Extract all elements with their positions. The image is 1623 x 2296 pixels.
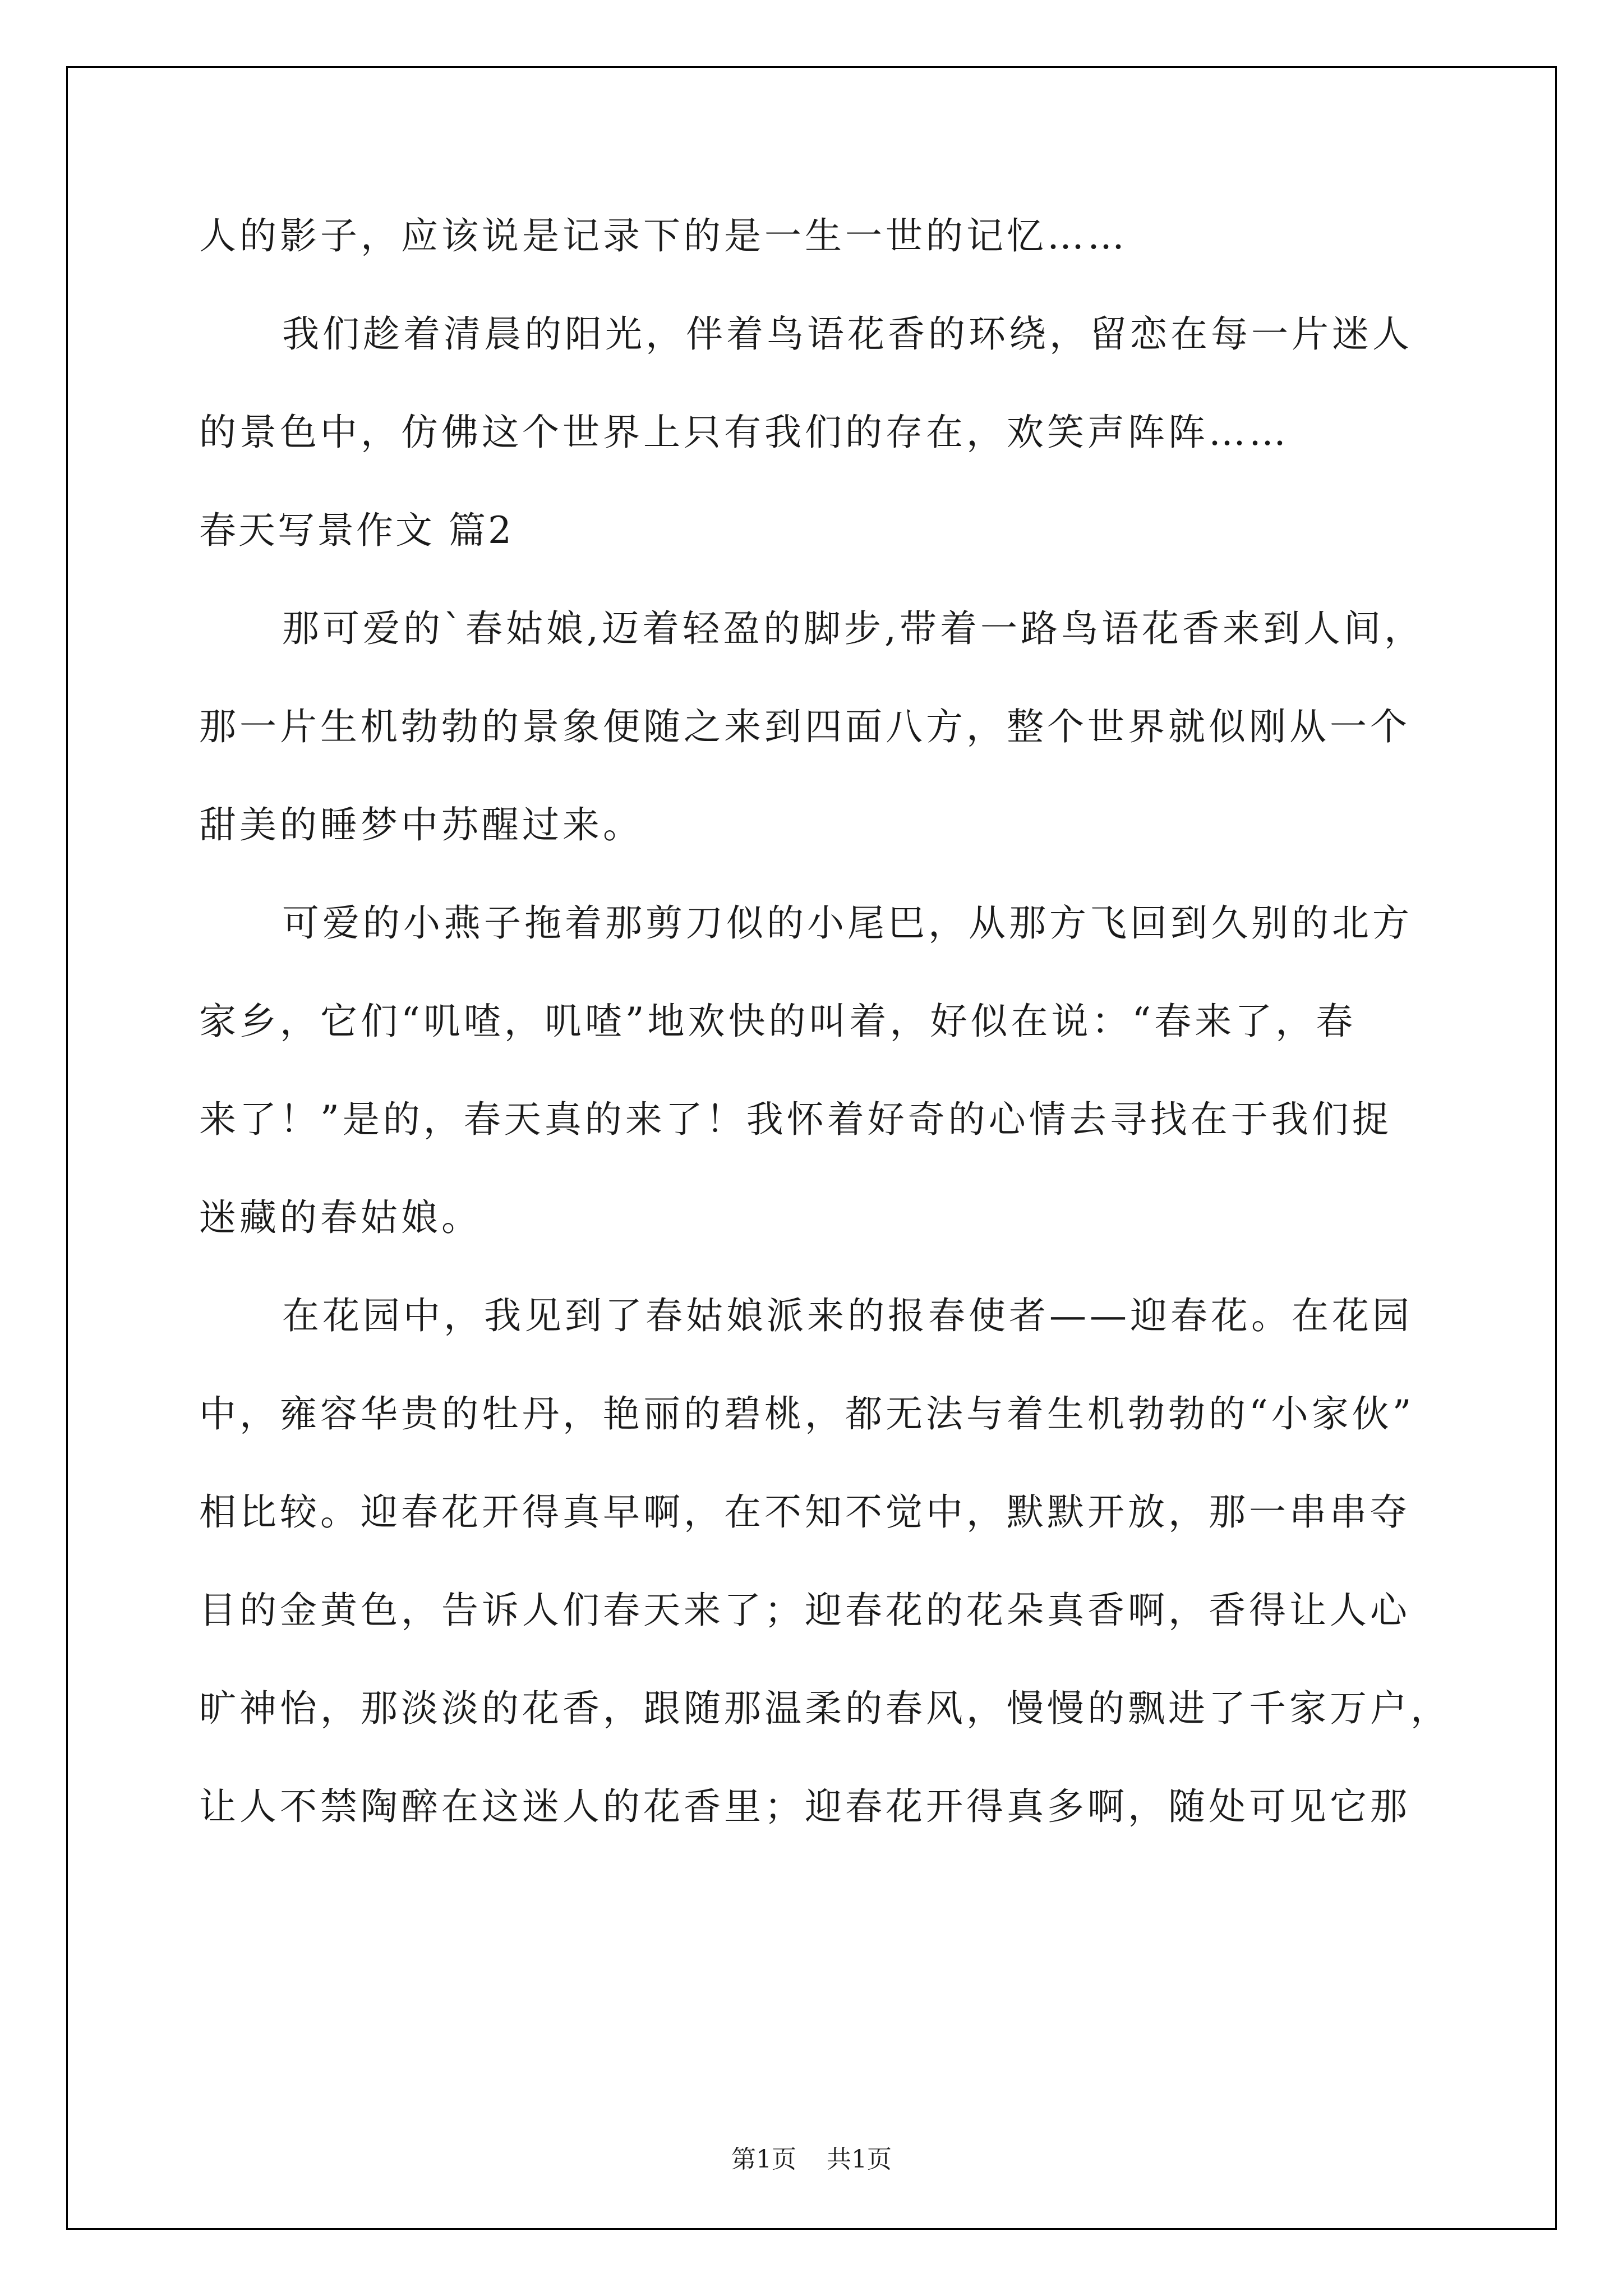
paragraph-first-line: 我们趁着清晨的阳光，伴着鸟语花香的环绕，留恋在每一片迷人 [282,312,1413,356]
text-line: 相比较。迎春花开得真早啊，在不知不觉中，默默开放，那一串串夺 [199,1490,1410,1534]
page-total: 共1页 [827,2145,892,2174]
paragraph-first-line: 可爱的小燕子拖着那剪刀似的小尾巴，从那方飞回到久别的北方 [282,901,1413,945]
paragraph-first-line: 在花园中，我见到了春姑娘派来的报春使者——迎春花。在花园 [282,1294,1413,1337]
text-line: 来了！”是的，春天真的来了！我怀着好奇的心情去寻找在于我们捉 [199,1098,1393,1141]
text-line: 目的金黄色，告诉人们春天来了；迎春花的花朵真香啊，香得让人心 [199,1589,1410,1632]
text-line: 让人不禁陶醉在这迷人的花香里；迎春花开得真多啊，随处可见它那 [199,1785,1410,1828]
text-line: 迷藏的春姑娘。 [199,1196,482,1239]
text-line: 旷神怡，那淡淡的花香，跟随那温柔的春风，慢慢的飘进了千家万户， [199,1687,1451,1730]
page-number: 第1页 [731,2145,796,2174]
page-border [66,66,1557,2230]
paragraph-first-line: 那可爱的`春姑娘,迈着轻盈的脚步,带着一路鸟语花香来到人间， [282,607,1424,650]
section-heading: 春天写景作文 篇2 [199,509,514,552]
text-line: 的景色中，仿佛这个世界上只有我们的存在，欢笑声阵阵…… [199,411,1289,454]
text-line: 甜美的睡梦中苏醒过来。 [199,803,643,846]
text-line: 那一片生机勃勃的景象便随之来到四面八方，整个世界就似刚从一个 [199,705,1410,748]
text-line: 中，雍容华贵的牡丹，艳丽的碧桃，都无法与着生机勃勃的“小家伙” [199,1392,1415,1435]
text-line: 家乡，它们“叽喳，叽喳”地欢快的叫着，好似在说：“春来了，春 [199,1000,1357,1043]
text-line: 人的影子，应该说是记录下的是一生一世的记忆…… [199,214,1128,257]
page-footer [0,2143,1623,2177]
